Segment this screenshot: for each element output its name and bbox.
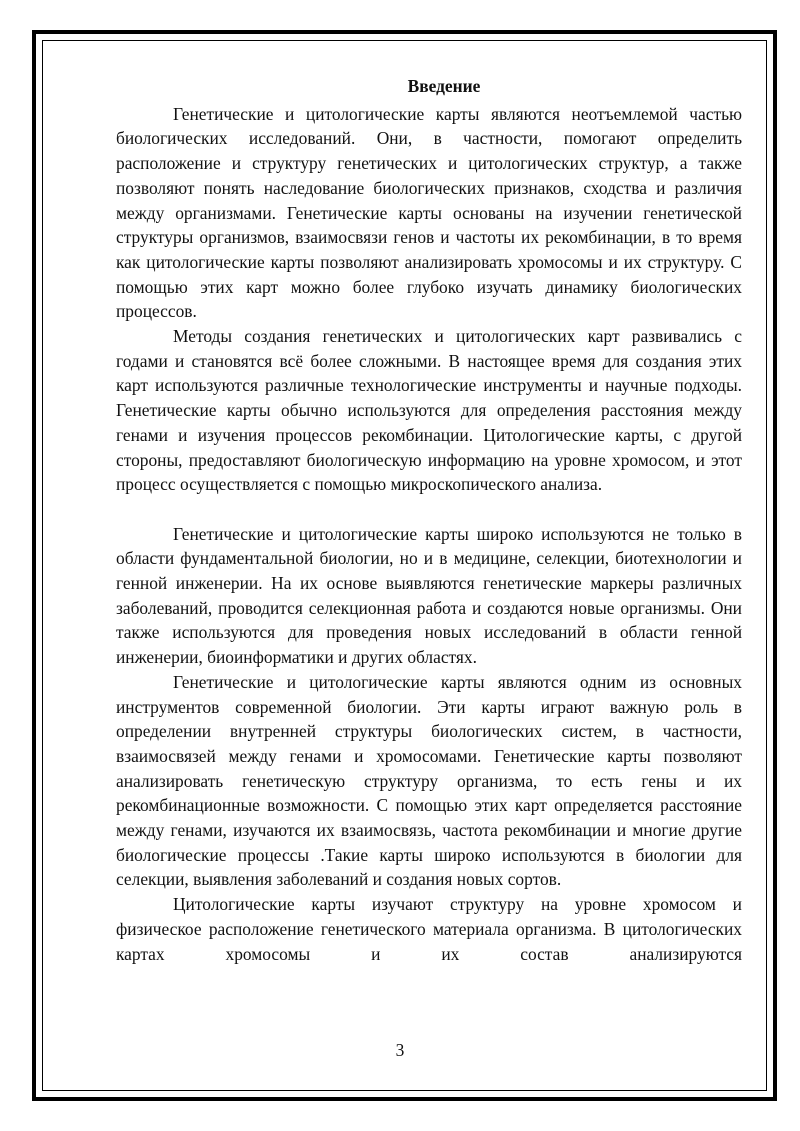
paragraph-1: Генетические и цитологические карты являются неотъемлемой частью биологических исследований. Они, в частности, помогают определить расположение и структуру генетических и цитологических структур, а также позволяют понять наследование биологических признаков, сходства и различия между организмами. Генетические карты основаны на изучении генетической структуры организмов, взаимосвязи генов и частоты их рекомбинации, в то время как цитологические карты позволяют анализировать хромосомы и их структуру. С помощью этих карт можно более глубоко изучать динамику биологических процессов. [116,103,742,322]
document-body [116,74,742,966]
section-title: Введение [407,76,481,96]
paragraph-5: Цитологические карты изучают структуру на уровне хромосом и физическое расположение генетического материала организма. В цитологических картах хромосомы и их состав анализируются [116,894,742,964]
paragraph-2: Методы создания генетических и цитологических карт развивались с годами и становятся всё более сложными. В настоящее время для создания этих карт используются различные технологические инструменты и научные подходы. Генетические карты обычно используются для определения расстояния между генами и изучения процессов рекомбинации. Цитологические карты, с другой стороны, предоставляют биологическую информацию на уровне хромосом, и этот процесс осуществляется с помощью микроскопического анализа. [116,326,742,495]
page-number: 3 [395,1040,405,1060]
paragraph-3: Генетические и цитологические карты широко используются не только в области фундаментальной биологии, но и в медицине, селекции, биотехнологии и генной инженерии. На их основе выявляются генетические маркеры различных заболеваний, проводится селекционная работа и создаются новые организмы. Они также используются для проведения новых исследований в области генной инженерии, биоинформатики и других областях. [116,523,742,668]
paragraph-4: Генетические и цитологические карты являются одним из основных инструментов современной биологии. Эти карты играют важную роль в определении внутренней структуры биологических систем, в частности, взаимосвязей между генами и хромосомами. Генетические карты позволяют анализировать генетическую структуру организма, то есть гены и их рекомбинационные возможности. С помощью этих карт определяется расстояние между генами, изучаются их взаимосвязь, частота рекомбинации и многие другие биологические процессы .Такие карты широко используются в биологии для селекции, выявления заболеваний и создания новых сортов. [116,671,742,890]
blank-line [116,497,742,522]
